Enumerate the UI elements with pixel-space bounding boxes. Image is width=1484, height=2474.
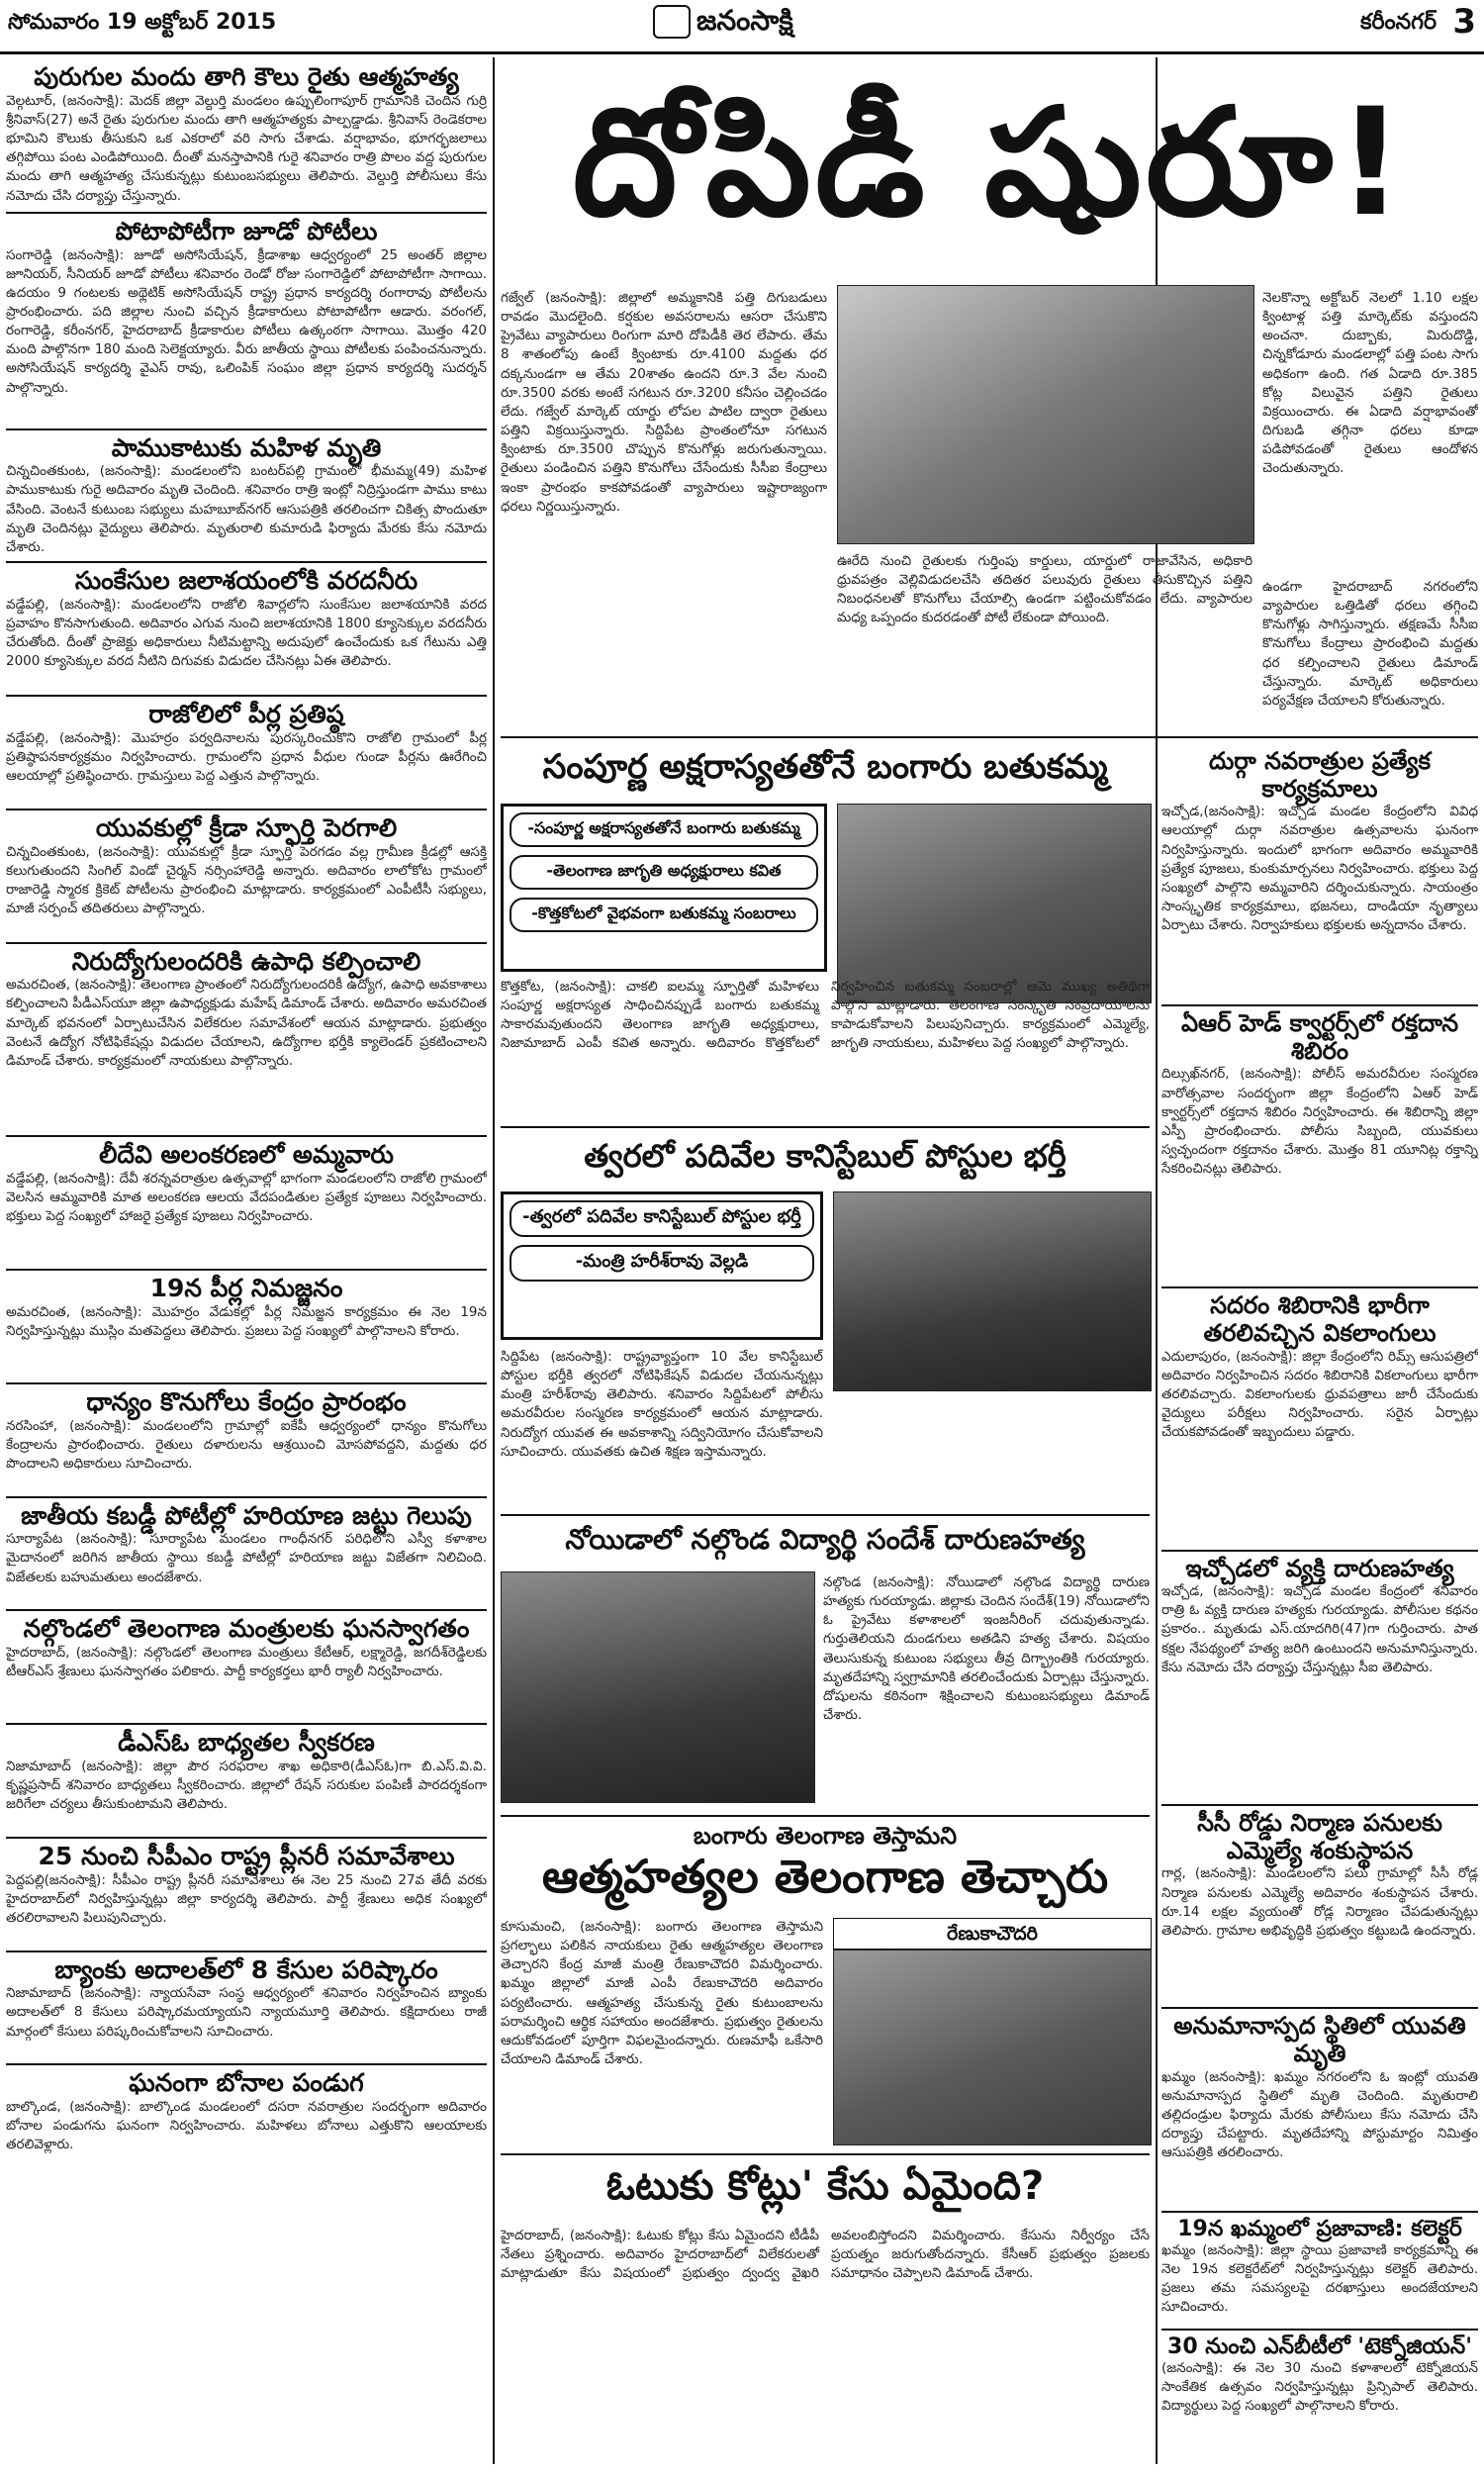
article-headline: త్వరలో పదివేల కానిస్టేబుల్ పోస్టుల భర్తీ bbox=[584, 1137, 1067, 1175]
highlight-tag: -త్వరలో పదివేల కానిస్టేబుల్ పోస్టుల భర్తీ bbox=[510, 1200, 814, 1237]
article-body: అమరచింత, (జనంసాక్షి): తెలంగాణ ప్రాంతంలో నిరుద్యోగులందరికీ ఉద్యోగ, ఉపాధి అవకాశాలు కల్పించాలని పీడీఎస్‌యూ జిల్లా ఉపాధ్యక్షుడు మహేష్ డిమాండ్ చేశారు. అదివారం అమరచింత మార్కెట్ భవనంలో ఏర్పాటుచేసిన విలేకరుల సమావేశంలో ఆయన మాట్లాడారు. ప్రభుత్వం వెంటనే ఉద్యోగ నోటిఫికేషన్లు విడుదల చేయాలని, ఉద్యోగాల భర్తీకి క్యాలెండర్ ప్రకటించాలని డిమాండ్ చేశారు. కార్యక్రమంలో నాయకులు పాల్గొన్నారు. bbox=[6, 977, 487, 1069]
photo-caption: రేణుకాచౌదరి bbox=[833, 1918, 1152, 1950]
divider bbox=[501, 1126, 1150, 1128]
divider bbox=[6, 428, 487, 430]
article-headline: రాజోలిలో పీర్ల ప్రతిష్ఠ bbox=[148, 700, 344, 728]
article-body: పెద్దపల్లి(జనంసాక్షి): సీపీఎం రాష్ట్ర ప్లీనరీ సమావేశాలు ఈ నెల 25 నుంచి 27వ తేదీ వరకు హైదరాబాద్‌లో నిర్వహిస్తున్నట్లు జిల్లా కార్యదర్శి తెలిపారు. పార్టీ శ్రేణులు అధిక సంఖ్యలో తరలిరావాలని పిలుపునిచ్చారు. bbox=[6, 1871, 487, 1926]
divider bbox=[1161, 1550, 1478, 1552]
logo-text: జనంసాక్షి bbox=[696, 4, 793, 37]
article-headline: ఏఆర్ హెడ్ క్వార్టర్స్‌లో రక్తదాన శిబిరం bbox=[1180, 1009, 1459, 1065]
article-body: హైదరాబాద్, (జనంసాక్షి): నల్గొండలో తెలంగాణ మంత్రులు కేటీఆర్, లక్ష్మారెడ్డి, జగదీశ్‌రెడ్డిలకు టీఆర్ఎస్ శ్రేణులు ఘనస్వాగతం పలికారు. పార్టీ కార్యకర్తలు భారీ ర్యాలీ నిర్వహించారు. bbox=[6, 1645, 487, 1680]
article-headline: సంపూర్ణ అక్షరాస్యతతోనే బంగారు బతుకమ్మ bbox=[542, 747, 1108, 787]
article-body: ఇచ్చోడ, (జనంసాక్షి): ఇచ్చోడ మండల కేంద్రంలో శనివారం రాత్రి ఓ వ్యక్తి దారుణ హత్యకు గురయ్యాడు. పోలీసుల కథనం ప్రకారం.. మృతుడు ఎస్.యాదగిరి(47)గా గుర్తించారు. పాత కక్షల నేపథ్యంలో హత్య జరిగి ఉంటుందని అనుమానిస్తున్నారు. కేసు నమోదు చేసి దర్యాప్తు చేస్తున్నట్లు సీఐ తెలిపారు. bbox=[1161, 1583, 1478, 1675]
article-headline: బ్యాంకు అదాలత్‌లో 8 కేసుల పరిష్కారం bbox=[54, 1954, 438, 1984]
article-body: సూర్యాపేట (జనంసాక్షి): సూర్యాపేట మండలం గాంధీనగర్ పరిధిలోని ఎస్వీ కళాశాల మైదానంలో జరిగిన జాతీయ స్థాయి కబడ్డీ పోటీల్లో హరియాణ జట్టు విజేతగా నిలిచింది. విజేతలకు బహుమతులు అందజేశారు. bbox=[6, 1531, 487, 1585]
page-number: 3 bbox=[1452, 2, 1476, 42]
article-body: వడ్డేపల్లి, (జనంసాక్షి): మండలంలోని రాజోలి శివార్లలోని సుంకేసుల జలాశయానికి వరద ప్రవాహం కొనసాగుతుంది. అదివారం ఎగువ నుంచి జలాశయానికి 1800 క్యూసెక్కుల వరదనీరు చేరుతోంది. దీంతో ప్రాజెక్టు అధికారులు నీటిమట్టాన్ని అదుపులో ఉంచేందుకు ఒక గేటును ఎత్తి 2000 క్యూసెక్కుల వరద నీటిని దిగువకు విడుదల చేసినట్లు ఏఈ తెలిపారు. bbox=[6, 597, 487, 670]
article-body: దిల్సుఖ్‌నగర్, (జనంసాక్షి): పోలీస్ అమరవీరుల సంస్మరణ వారోత్సవాల సందర్భంగా జిల్లా కేంద్రంలోని ఏఆర్ హెడ్ క్వార్టర్స్‌లో రక్తదాన శిబిరం నిర్వహించారు. ఈ శిబిరాన్ని జిల్లా ఎస్పీ ప్రారంభించారు. పోలీసు సిబ్బంది, యువకులు స్వచ్ఛందంగా రక్తదానం చేశారు. మొత్తం 81 యూనిట్ల రక్తాన్ని సేకరించినట్లు తెలిపారు. bbox=[1161, 1066, 1478, 1178]
divider bbox=[501, 1514, 1150, 1516]
highlight-tag: -కొత్తకోటలో వైభవంగా బతుకమ్మ సంబరాలు bbox=[510, 898, 818, 932]
article-headline: 19న ఖమ్మంలో ప్రజావాణి: కలెక్టర్ bbox=[1177, 2216, 1462, 2241]
sandesh-story bbox=[501, 1524, 1150, 1811]
article-headline: నిరుద్యోగులందరికి ఉపాధి కల్పించాలి bbox=[71, 946, 421, 976]
article-body: నిజామాబాద్ (జనంసాక్షి): న్యాయసేవా సంస్థ ఆధ్వర్యంలో శనివారం నిర్వహించిన బ్యాంకు అదాలత్‌లో 8 కేసులు పరిష్కారమయ్యాయని న్యాయమూర్తి తెలిపారు. కక్షిదారులు రాజీ మార్గంలో కేసులు పరిష్కరించుకోవాలని సూచించారు. bbox=[6, 1985, 487, 2040]
article-headline: లీదేవి అలంకరణలో అమ్మవారు bbox=[99, 1140, 394, 1170]
article-headline: పాముకాటుకు మహిళ మృతి bbox=[111, 432, 382, 462]
article-kicker: బంగారు తెలంగాణ తెస్తామని bbox=[693, 1822, 958, 1850]
divider bbox=[6, 2063, 487, 2065]
article-body: అమరచింత, (జనంసాక్షి): మొహర్రం వేడుకల్లో పీర్ల నిమజ్జన కార్యక్రమం ఈ నెల 19న నిర్వహిస్తున్నట్లు ముస్లిం మతపెద్దలు తెలిపారు. ప్రజలు పెద్ద సంఖ్యలో పాల్గొనాలని కోరారు. bbox=[6, 1303, 487, 1339]
lead-story bbox=[501, 59, 1478, 732]
article-body: గార్ల, (జనంసాక్షి): మండలంలోని పలు గ్రామాల్లో సీసీ రోడ్ల నిర్మాణ పనులకు ఎమ్మెల్యే అదివారం శంకుస్థాపన చేశారు. రూ.14 లక్షల వ్యయంతో రోడ్ల నిర్మాణం చేపడుతున్నట్లు తెలిపారు. గ్రామాల అభివృద్ధికి ప్రభుత్వం కట్టుబడి ఉందన్నారు. bbox=[1161, 1865, 1478, 1939]
logo-icon bbox=[653, 5, 691, 39]
divider bbox=[6, 561, 487, 563]
highlight-tag: -తెలంగాణ జాగృతి అధ్యక్షురాలు కవిత bbox=[510, 855, 818, 890]
article-headline: జాతీయ కబడ్డీ పోటీల్లో హరియాణ జట్టు గెలుపు bbox=[21, 1500, 472, 1530]
constable-story bbox=[501, 1138, 1150, 1504]
article-body: ఖమ్మం (జనంసాక్షి): జిల్లా స్థాయి ప్రజావాణి కార్యక్రమాన్ని ఈ నెల 19న కలెక్టరేట్‌లో నిర్వహిస్తున్నట్లు కలెక్టర్ తెలిపారు. ప్రజలు తమ సమస్యలపై దరఖాస్తులు అందజేయాలని సూచించారు. bbox=[1161, 2241, 1478, 2316]
article-headline: అనుమానాస్పద స్థితిలో యువతి మృతి bbox=[1173, 2012, 1466, 2067]
article-headline: పురుగుల మందు తాగి కౌలు రైతు ఆత్మహత్య bbox=[34, 62, 459, 91]
divider bbox=[6, 1609, 487, 1611]
divider bbox=[501, 736, 1478, 738]
highlights-box bbox=[501, 804, 827, 972]
divider bbox=[6, 1269, 487, 1271]
article-headline: 19న పీర్ల నిమజ్జనం bbox=[149, 1274, 343, 1302]
divider bbox=[6, 1496, 487, 1498]
article-headline: సుంకేసుల జలాశయంలోకి వరదనీరు bbox=[74, 566, 418, 596]
divider bbox=[1161, 2329, 1478, 2331]
article-body: సిద్దిపేట (జనంసాక్షి): రాష్ట్రవ్యాప్తంగా 10 వేల కానిస్టేబుల్ పోస్టుల భర్తీకి త్వరలో నోటిఫికేషన్ విడుదల చేయనున్నట్లు మంత్రి హరీశ్‌రావు తెలిపారు. శనివారం సిద్దిపేటలో పోలీసు అమరవీరుల సంస్మరణ కార్యక్రమంలో ఆయన మాట్లాడారు. నిరుద్యోగ యువత ఈ అవకాశాన్ని సద్వినియోగం చేసుకోవాలని సూచించారు. యువతకు ఉచిత శిక్షణ ఇస్తామన్నారు. bbox=[501, 1349, 823, 1460]
issue-date: సోమవారం 19 అక్టోబర్ 2015 bbox=[8, 10, 277, 35]
divider bbox=[501, 2153, 1150, 2155]
article-body: కొత్తకోట, (జనంసాక్షి): చాకలి ఐలమ్మ స్ఫూర్తితో మహిళలు సంపూర్ణ అక్షరాస్యత సాధించినప్పుడే బంగారు బతుకమ్మ సాకారమవుతుందని తెలంగాణ జాగృతి అధ్యక్షురాలు, నిజామాబాద్ ఎంపీ కవిత అన్నారు. అదివారం కొత్తకోటలో నిర్వహించిన బతుకమ్మ సంబరాల్లో ఆమె ముఖ్య అతిథిగా పాల్గొని మాట్లాడారు. తెలంగాణ సంస్కృతి సంప్రదాయాలను కాపాడుకోవాలని పిలుపునిచ్చారు. కార్యక్రమంలో ఎమ్మెల్యే, జాగృతి నాయకులు, మహిళలు పెద్ద సంఖ్యలో పాల్గొన్నారు. bbox=[501, 979, 1150, 1052]
article-body: (జనంసాక్షి): ఈ నెల 30 నుంచి కళాశాలలో టెక్నోజియన్ సాంకేతిక ఉత్సవం నిర్వహిస్తున్నట్లు ప్రిన్సిపాల్ తెలిపారు. విద్యార్థులు పెద్ద సంఖ్యలో పాల్గొనాలని కోరారు. bbox=[1161, 2360, 1478, 2415]
article-body: నరసింహా, (జనంసాక్షి): మండలంలోని గ్రామాల్లో ఐకేపీ ఆధ్వర్యంలో ధాన్యం కొనుగోలు కేంద్రాలను ప్రారంభించారు. రైతులు దళారులను ఆశ్రయించి మోసపోవద్దని, మద్దతు ధర పొందాలని అధికారులు సూచించారు. bbox=[6, 1417, 487, 1472]
divider bbox=[6, 1951, 487, 1952]
article-headline: సీసీ రోడ్డు నిర్మాణ పనులకు ఎమ్మెల్యే శంకుస్థాపన bbox=[1197, 1809, 1442, 1864]
article-body: నిజామాబాద్ (జనంసాక్షి): జిల్లా పౌర సరఫరాల శాఖ అధికారి(డీఎస్‌ఓ)గా బి.ఎస్.వి.వి. కృష్ణప్రసాద్ శనివారం బాధ్యతలు స్వీకరించారు. జిల్లాలో రేషన్ సరుకుల పంపిణీ పారదర్శకంగా జరిగేలా చర్యలు తీసుకుంటామని తెలిపారు. bbox=[6, 1758, 487, 1813]
cotton-market-photo bbox=[837, 285, 1254, 544]
article-headline: పోటాపోటీగా జూడో పోటీలు bbox=[115, 216, 378, 245]
divider bbox=[1161, 2211, 1478, 2213]
lead-body-mid: ఊరేది నుంచి రైతులకు గుర్తింపు కార్డులు, యార్డులో రాజావేసిన, అధికారి ధ్రువపత్రం వెల్లివిడుదలచేసి తదితర పలువురు రైతులు తీసుకొచ్చిన పత్తిని నిబంధనలతో కొనుగోలు చేయాల్సి ఉండగా పట్టించుకోవడం లేదు. వ్యాపారుల మధ్య ఒప్పందం కుదరడంతో పోటీ లేకుండా పోయింది. bbox=[837, 553, 1252, 626]
lead-body-right: నెలకొన్నా అక్టోబర్ నెలలో 1.10 లక్షల క్వింటాళ్ల పత్తి మార్కెట్‌కు వస్తుందని అంచనా. దుబ్బాకు, మిరుదొడ్డి, చిన్నకోడూరు మండలాల్లో పత్తి పంట సాగు అధికంగా ఉంది. గత ఏడాది రూ.385 కోట్ల విలువైన పత్తిని రైతులు విక్రయించారు. ఈ ఏడాది వర్షాభావంతో దిగుబడి తగ్గినా ధరలు కూడా పడిపోవడంతో రైతులు ఆందోళన చెందుతున్నారు. bbox=[1262, 290, 1478, 477]
article-headline: నోయిడాలో నల్గొండ విద్యార్థి సందేశ్ దారుణహత్య bbox=[565, 1523, 1085, 1556]
vote-story bbox=[501, 2163, 1150, 2460]
divider bbox=[6, 695, 487, 697]
divider bbox=[6, 1135, 487, 1137]
divider bbox=[6, 942, 487, 944]
divider bbox=[6, 212, 487, 214]
article-headline: ఘనంగా బోనాల పండుగ bbox=[129, 2068, 364, 2098]
highlight-tag: -సంపూర్ణ అక్షరాస్యతతోనే బంగారు బతుకమ్మ bbox=[510, 812, 818, 847]
divider bbox=[501, 1815, 1150, 1817]
divider bbox=[1161, 1286, 1478, 1288]
right-column bbox=[1161, 748, 1478, 2464]
divider bbox=[1161, 1004, 1478, 1006]
highlights-box bbox=[501, 1191, 823, 1340]
article-body: నల్గొండ (జనంసాక్షి): నోయిడాలో నల్గొండ విద్యార్థి దారుణ హత్యకు గురయ్యాడు. జిల్లాకు చెందిన సందేశ్(19) నోయిడాలోని ఓ ప్రైవేటు కళాశాలలో ఇంజనీరింగ్ చదువుతున్నాడు. గుర్తుతెలియని దుండగులు అతడిని హత్య చేశారు. విషయం తెలుసుకున్న కుటుంబ సభ్యులు తీవ్ర దిగ్భ్రాంతికి గురయ్యారు. మృతదేహాన్ని స్వగ్రామానికి తరలించేందుకు ఏర్పాట్లు చేస్తున్నారు. దోషులను కఠినంగా శిక్షించాలని కుటుంబసభ్యులు డిమాండ్ చేశారు. bbox=[823, 1574, 1150, 1724]
article-headline: ఇచ్చోడలో వ్యక్తి దారుణహత్య bbox=[1185, 1554, 1454, 1582]
lead-body-left: గజ్వేల్ (జనంసాక్షి): జిల్లాలో అమ్మకానికి పత్తి దిగుబడులు రావడం మొదలైంది. కర్షకుల అవసరాలను ఆసరా చేసుకొని ప్రైవేటు వ్యాపారులు రింగుగా మారి దోపిడీకి తెర లేపారు. తేమ 8 శాతంలోపు ఉంటే క్వింటాకు రూ.4100 మద్దతు ధర దక్కనుండగా ఆ తేమ 20శాతం ఉందని రూ.3 వేల నుంచి రూ.3500 వరకు అంటే సగటున రూ.3200 కనీసం చెల్లించడం లేదు. గజ్వేల్ మార్కెట్ యార్డు లోపల పాటిల ద్వారా రైతులు పత్తిని విక్రయిస్తున్నారు. సిద్దిపేట ప్రాంతంలోనూ సగటున క్వింటాకు రూ.3500 చొప్పున కొనుగోళ్లు జరుగుతున్నాయి. రైతులు పండించిన పత్తిని కొనుగోలు చేసేందుకు సీసీఐ కేంద్రాలు ఇంకా ప్రారంభం కాకపోవడంతో వ్యాపారులు ఇష్టారాజ్యంగా ధరలు నిర్ణయిస్తున్నారు. bbox=[501, 290, 827, 515]
article-headline: యువకుల్లో క్రీడా స్ఫూర్తి పెరగాలి bbox=[95, 812, 398, 842]
article-body: ఖమ్మం (జనంసాక్షి): ఖమ్మం నగరంలోని ఓ ఇంట్లో యువతి అనుమానాస్పద స్థితిలో మృతి చెందింది. మృతురాలి తల్లిదండ్రుల ఫిర్యాదు మేరకు పోలీసులు కేసు నమోదు చేసి దర్యాప్తు చేపట్టారు. మృతదేహాన్ని పోస్టుమార్టం నిమిత్తం ఆసుపత్రికి తరలించారు. bbox=[1161, 2068, 1478, 2161]
article-headline: సదరం శిబిరానికి భారీగా తరలివచ్చిన వికలాంగులు bbox=[1203, 1291, 1437, 1347]
divider bbox=[6, 1837, 487, 1839]
bathukamma-story bbox=[501, 748, 1150, 1124]
divider bbox=[6, 1723, 487, 1725]
article-headline: దుర్గా నవరాత్రుల ప్రత్యేక కార్యక్రమాలు bbox=[1209, 747, 1431, 803]
article-body: వెల్గటూర్, (జనంసాక్షి): మెదక్ జిల్లా వెల్దుర్తి మండలం ఉప్పులింగాపూర్ గ్రామానికి చెందిన గుర్రి శ్రీనివాస్(27) అనే రైతు పురుగుల మందు తాగి ఆత్మహత్యకు పాల్పడ్డాడు. శ్రీనివాస్ రెండెకరాల భూమిని కౌలుకు తీసుకుని ఒక ఎకరాలో వరి సాగు చేశాడు. వర్షాభావం, భూగర్భజలాలు తగ్గిపోయి పంట ఎండిపోయింది. దీంతో మనస్తాపానికి గురై శనివారం రాత్రి పొలం వద్ద పురుగుల మందు తాగి ఆత్మహత్య చేసుకున్నట్లు కుటుంబసభ్యులు తెలిపారు. వెల్దుర్తి పోలీసులు కేసు నమోదు చేసి దర్యాప్తు చేస్తున్నారు. bbox=[6, 92, 487, 204]
student-photo bbox=[501, 1571, 815, 1803]
article-headline: 30 నుంచి ఎన్‌బీటీలో 'టెక్నోజియన్' bbox=[1167, 2333, 1472, 2359]
article-body: వడ్డేపల్లి, (జనంసాక్షి): దేవీ శరన్నవరాత్రుల ఉత్సవాల్లో భాగంగా మండలంలోని రాజోలి గ్రామంలో వెలసిన ఆమ్మవారికి మాత అలంకరణ ఆలయ వేదపండితుల ప్రత్యేక పూజలు నిర్వహించారు. భక్తులు పెద్ద సంఖ్యలో హాజరై ప్రత్యేక పూజలు నిర్వహించారు. bbox=[6, 1171, 487, 1225]
article-headline: ఆత్మహత్యల తెలంగాణ తెచ్చారు bbox=[541, 1849, 1109, 1903]
article-body: ఇచ్చోడ,(జనంసాక్షి): ఇచ్చోడ మండల కేంద్రంలోని వివిధ ఆలయాల్లో దుర్గా నవరాత్రుల ఉత్సవాలను ఘనంగా నిర్వహిస్తున్నారు. ఇందులో భాగంగా అదివారం అమ్మవారికి ప్రత్యేక పూజలు, కుంకుమార్చనలు నిర్వహించారు. భక్తులు పెద్ద సంఖ్యలో పాల్గొని అమ్మవారిని దర్శించుకున్నారు. సాయంత్రం సాంస్కృతిక కార్యక్రమాలు, భజనలు, దాండియా నృత్యాలు ఏర్పాటు చేశారు. నిర్వాహకులు భక్తులకు అన్నదానం చేశారు. bbox=[1161, 804, 1478, 934]
minister-photo bbox=[833, 1191, 1152, 1391]
lead-banner-headline: దోపిడీ షురూ! bbox=[572, 77, 1409, 249]
article-body: చిన్నచింతకుంట, (జనంసాక్షి): మండలంలోని బంటర్‌పల్లి గ్రామంలో భీమమ్మ(49) మహిళ పాముకాటుకు గురై అదివారం మృతి చెందింది. శనివారం రాత్రి ఇంట్లో నిద్రిస్తుండగా పాము కాటు వేసింది. వెంటనే కుటుంబ సభ్యులు మహబూబ్‌నగర్ ఆసుపత్రికి తరలించగా చికిత్స పొందుతూ మృతి చెందినట్లు వైద్యులు తెలిపారు. మృతురాలి కుమారుడి ఫిర్యాదు మేరకు కేసు నమోదు చేశారు. bbox=[6, 463, 487, 555]
highlight-tag: -మంత్రి హరీశ్‌రావు వెల్లడి bbox=[510, 1245, 814, 1282]
article-body: బాల్కొండ, (జనంసాక్షి): బాల్కొండ మండలంలో దసరా నవరాత్రుల సందర్భంగా అదివారం బోనాల పండుగను ఘనంగా నిర్వహించారు. మహిళలు బోనాలు ఎత్తుకొని ఆలయాలకు తరలివెళ్లారు. bbox=[6, 2099, 487, 2153]
masthead-logo bbox=[653, 4, 793, 44]
page-header bbox=[0, 0, 1484, 54]
article-body: చిన్నచింతకుంట, (జనంసాక్షి): యువకుల్లో క్రీడా స్ఫూర్తి పెరగడం వల్ల గ్రామీణ క్రీడల్లో ఆసక్తి కలుగుతుందని సింగిల్ విండో చైర్మన్ నర్సింహారెడ్డి అన్నారు. అదివారం లాలోకోట గ్రామంలో రాజారెడ్డి స్మారక క్రికెట్ పోటీలను ప్రారంభించి మాట్లాడారు. కార్యక్రమంలో ఎంపీటీసీ సభ్యులు, మాజీ సర్పంచ్ తదితరులు పాల్గొన్నారు. bbox=[6, 843, 487, 916]
divider bbox=[1161, 2007, 1478, 2009]
lead-body-bottom: ఉండగా హైదరాబాద్ నగరంలోని వ్యాపారుల ఒత్తిడితో ధరలు తగ్గించి కొనుగోళ్లు సాగిస్తున్నారు. తక్షణమే సీసీఐ కొనుగోలు కేంద్రాలు ప్రారంభించి మద్దతు ధర కల్పించాలని రైతులు డిమాండ్ చేస్తున్నారు. మార్కెట్ అధికారులు పర్యవేక్షణ చేయాలని కోరుతున్నారు. bbox=[1262, 579, 1478, 709]
renuka-photo bbox=[833, 1950, 1152, 2145]
renuka-story bbox=[501, 1823, 1150, 2149]
article-headline: ఓటుకు కోట్లు' కేసు ఏమైంది? bbox=[605, 2163, 1045, 2209]
article-body: హైదరాబాద్, (జనంసాక్షి): ఓటుకు కోట్లు కేసు ఏమైందని టీడీపీ నేతలు ప్రశ్నించారు. అదివారం హైదరాబాద్‌లో విలేకరులతో మాట్లాడుతూ కేసు విషయంలో ప్రభుత్వం ద్వంద్వ వైఖరి అవలంబిస్తోందని విమర్శించారు. కేసును నిర్వీర్యం చేసే ప్రయత్నం జరుగుతోందన్నారు. కేసీఆర్ ప్రభుత్వం ప్రజలకు సమాధానం చెప్పాలని డిమాండ్ చేశారు. bbox=[501, 2228, 1150, 2282]
divider bbox=[6, 809, 487, 810]
article-headline: 25 నుంచి సీపీఎం రాష్ట్ర ప్లీనరీ సమావేశాలు bbox=[38, 1841, 455, 1870]
article-body: కూసుమంచి, (జనంసాక్షి): బంగారు తెలంగాణ తెస్తామని ప్రగల్భాలు పలికిన నాయకులు రైతు ఆత్మహత్యల తెలంగాణ తెచ్చారని కేంద్ర మాజీ మంత్రి రేణుకాచౌదరి విమర్శించారు. ఖమ్మం జిల్లాలో మాజీ ఎంపీ రేణుకాచౌదరి అదివారం పర్యటించారు. ఆత్మహత్య చేసుకున్న రైతు కుటుంబాలను పరామర్శించి ఆర్థిక సహాయం అందజేశారు. ప్రభుత్వం రైతులను ఆదుకోవడంలో పూర్తిగా విఫలమైందన్నారు. రుణమాఫీ ఒకేసారి చేయాలని డిమాండ్ చేశారు. bbox=[501, 1919, 823, 2068]
bathukamma-photo bbox=[837, 804, 1152, 1003]
article-headline: నల్గొండలో తెలంగాణ మంత్రులకు ఘనస్వాగతం bbox=[23, 1614, 470, 1644]
left-column bbox=[6, 59, 487, 2464]
divider bbox=[1161, 1804, 1478, 1806]
edition-location: కరీంనగర్ bbox=[1359, 10, 1437, 35]
article-body: ఎదులాపురం, (జనంసాక్షి): జిల్లా కేంద్రంలోని రిమ్స్ ఆసుపత్రిలో అదివారం నిర్వహించిన సదరం శిబిరానికి వికలాంగులు భారీగా తరలివచ్చారు. వికలాంగులకు ధ్రువపత్రాలు జారీ చేసేందుకు వైద్యులు పరీక్షలు నిర్వహించారు. సరైన ఏర్పాట్లు చేయకపోవడంతో ఇబ్బందులు పడ్డారు. bbox=[1161, 1348, 1478, 1441]
article-headline: డీఎస్‌ఓ బాధ్యతల స్వీకరణ bbox=[118, 1728, 375, 1757]
article-body: సంగారెడ్డి (జనంసాక్షి): జూడో అసోసియేషన్, క్రీడాశాఖ ఆధ్వర్యంలో 25 అంతర్ జిల్లాల జూనియర్, సీనియర్ జూడో పోటీలు శనివారం రెండో రోజు సంగారెడ్డిలో పోటాపోటీగా సాగాయి. ఉదయం 9 గంటలకు అథ్లెటిక్ అసోసియేషన్ రాష్ట్ర ప్రధాన కార్యదర్శి రంగారావు పోటీలను ప్రారంభించారు. పది జిల్లాల నుంచి వచ్చిన క్రీడాకారులు పోటాపోటీగా ఆడారు. వరంగల్, రంగారెడ్డి, కరీంనగర్, హైదరాబాద్ క్రీడాకారుల పోటీలు ఉత్కంఠగా సాగాయి. మొత్తం 420 మంది పాల్గొనగా 180 మంది సెలెక్టయ్యారు. వీరు జాతీయ స్థాయి పోటీలకు పంపించనున్నారు. అసోసియేషన్ కార్యదర్శి వైఎస్ రావు, ఒలింపిక్ సంఘం జిల్లా ప్రధాన కార్యదర్శి సుదర్శన్ పాల్గొన్నారు. bbox=[6, 246, 487, 396]
article-headline: ధాన్యం కొనుగోలు కేంద్రం ప్రారంభం bbox=[86, 1386, 407, 1416]
divider bbox=[6, 1382, 487, 1384]
article-body: వడ్డేపల్లి, (జనంసాక్షి): మొహర్రం పర్వదినాలను పురస్కరించుకొని రాజోలి గ్రామంలో పీర్ల ప్రతిష్ఠాపనకార్యక్రమం నిర్వహించారు. గ్రామంలోని ప్రధాన వీధుల గుండా పీర్లను ఊరేగించి ఆలయాల్లో ప్రతిష్ఠించారు. గ్రామస్తులు పెద్ద ఎత్తున పాల్గొన్నారు. bbox=[6, 729, 487, 785]
column-rule bbox=[493, 57, 495, 2464]
